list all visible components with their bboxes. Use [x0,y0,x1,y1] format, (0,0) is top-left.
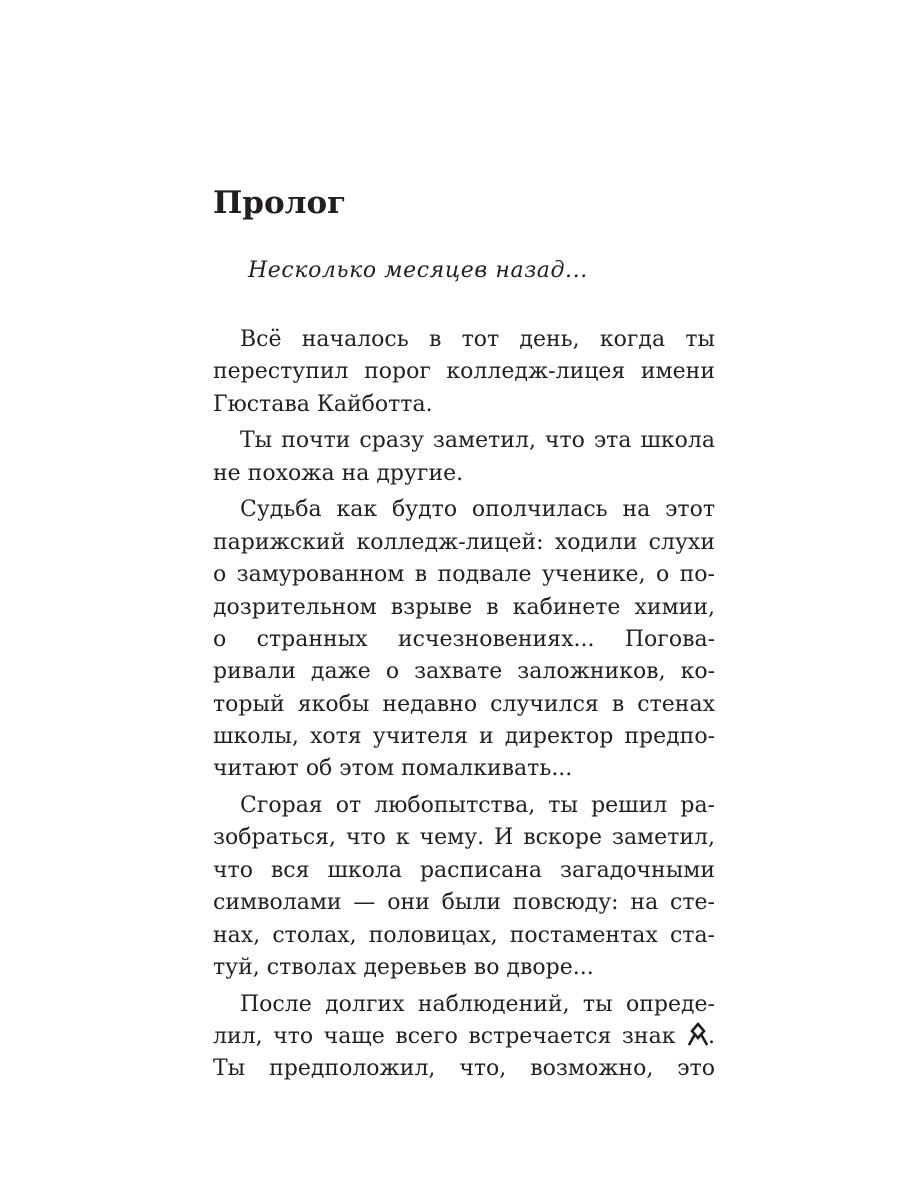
text-line: Сгорая от любопытства, ты решил ра- [240,793,715,819]
chapter-body [213,324,715,1090]
chapter-title: Пролог [213,185,347,221]
paragraph-5 [213,989,715,1086]
text-line: о замурованном в подвале ученике, о по- [213,562,715,588]
text-line: нах, столах, половицах, постаментах ста- [213,922,715,948]
text-line: не похожа на другие. [213,460,464,486]
text-line: Всё началось в тот день, когда ты [240,327,715,352]
symbol-wrap [686,1024,715,1049]
sentence-period: . [708,1023,715,1049]
chapter-epigraph: Несколько месяцев назад... [248,258,588,283]
text-line: переступил порог колледж-лицея имени [213,359,715,385]
text-line: Ты предположил, что, возможно, это [213,1056,715,1082]
text-line: о странных исчезновениях... Погова- [213,626,715,652]
text-line-with-symbol [213,1021,715,1053]
text-line: торый якобы недавно случился в стенах [213,691,715,717]
paragraph-3 [213,494,715,786]
text-line: читают об этом помалкивать... [213,756,573,782]
odal-rune-icon [688,1022,708,1046]
paragraph-1 [213,324,715,421]
text-fragment: лил, что чаще всего встречается знак [213,1023,676,1049]
text-line: Ты почти сразу заметил, что эта школа [240,428,715,454]
paragraph-4 [213,790,715,984]
text-line: символами — они были повсюду: на сте- [213,890,715,916]
text-line: зобраться, что к чему. И вскоре заметил, [213,825,715,851]
text-line: парижский колледж-лицей: ходили слухи [213,529,715,555]
text-line: Судьба как будто ополчилась на этот [240,497,715,523]
text-line: После долгих наблюдений, ты опреде- [240,991,715,1017]
text-line: туй, стволах деревьев во дворе... [213,954,594,980]
text-line: дозрительном взрыве в кабинете химии, [213,594,715,620]
text-line: что вся школа расписана загадочными [213,857,715,883]
text-line: Гюстава Кайботта. [213,391,433,417]
text-line: ривали даже о захвате заложников, ко- [213,659,715,685]
text-line: школы, хотя учителя и директор предпо- [213,724,715,750]
paragraph-2 [213,425,715,490]
